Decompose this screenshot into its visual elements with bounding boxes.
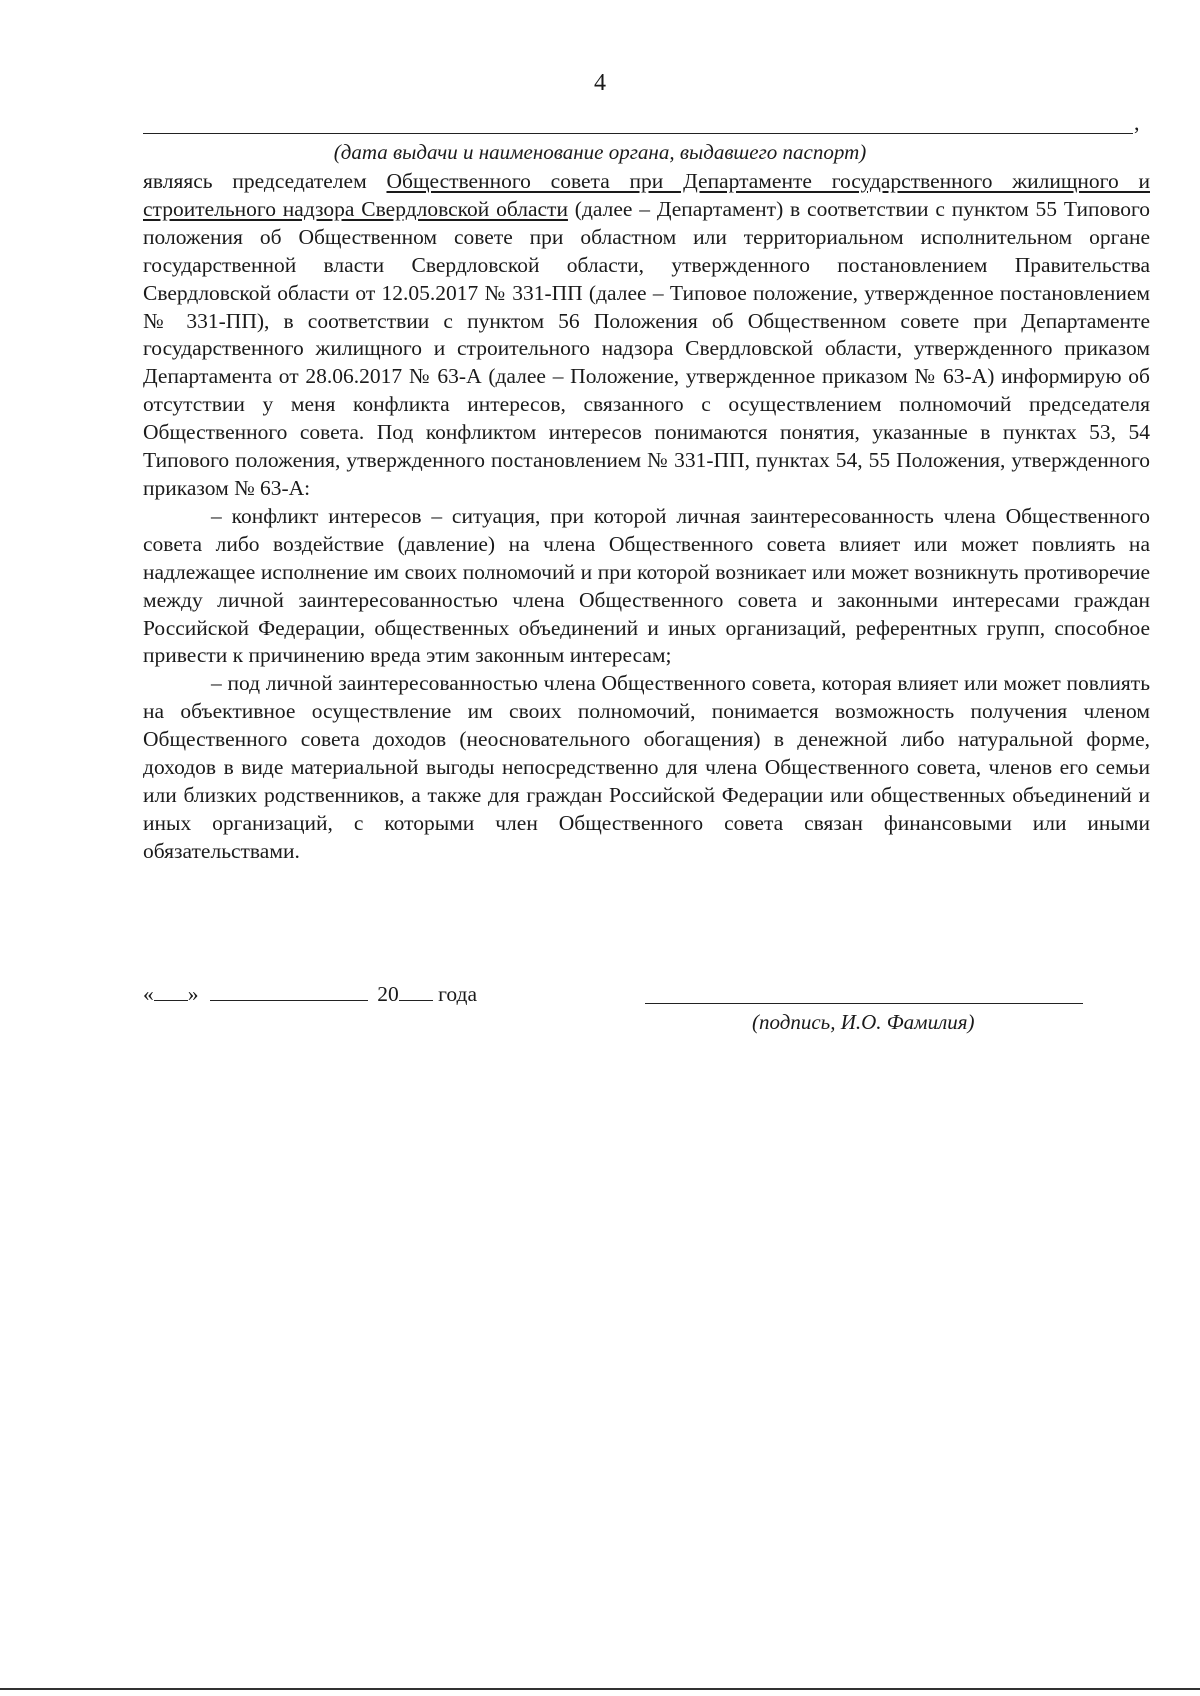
passport-details-line (143, 133, 1133, 134)
statement-body (143, 168, 1150, 866)
intro-paragraph (143, 168, 1150, 503)
passport-caption: (дата выдачи и наименование органа, выдавшего паспорт) (333, 140, 867, 164)
bottom-border (0, 1688, 1200, 1690)
definition-conflict-of-interest: – конфликт интересов – ситуация, при которой личная заинтересованность члена Общественного совета либо воздействие (давление) на члена Общественного совета влияет или может повлиять на надлежащее исполнение им своих полномочий и при которой возникает или может возникнуть противоречие между личной заинтересованностью члена Общественного совета и законными интересами граждан Российской Федерации, общественных объединений и иных организаций, референтных групп, способное привести к причинению вреда этим законным интересам; (143, 503, 1150, 668)
year-blank (399, 982, 433, 1001)
signature-caption: (подпись, И.О. Фамилия) (752, 1010, 975, 1034)
intro-prefix: являясь председателем (143, 169, 387, 193)
council-name: Общественного совета при Департаменте государственного жилищного и строительного надзора Свердловской области (143, 169, 1150, 221)
month-blank (210, 982, 368, 1001)
line-end-comma: , (1134, 110, 1140, 135)
date-close-quote: » (187, 982, 199, 1006)
date-open-quote: « (143, 982, 154, 1006)
century-label: 20 (377, 982, 399, 1006)
signature-line (645, 1003, 1083, 1004)
intro-text: (далее – Департамент) в соответствии с пунктом 55 Типового положения об Общественном совете при областном или территориальном исполнительном органе государственной власти Свердловской области, утвержденного постановлением Правительства Свердловской области от 12.05.2017 № 331-ПП (далее – Типовое положение, утвержденное постановлением № 331-ПП), в соответствии с пунктом 56 Положения об Общественном совете при Департаменте государственного жилищного и строительного надзора Свердловской области, утвержденного приказом Департамента от 28.06.2017 № 63-А (далее – Положение, утвержденное приказом № 63-А) информирую об отсутствии у меня конфликта интересов, связанного с осуществлением полномочий председателя Общественного совета. Под конфликтом интересов понимаются понятия, указанные в пунктах 53, 54 Типового положения, утвержденного постановлением № 331-ПП, пунктах 54, 55 Положения, утвержденного приказом № 63-А: (143, 196, 1150, 500)
day-blank (154, 982, 188, 1001)
date-line (143, 982, 477, 1007)
year-word: года (438, 982, 478, 1006)
definition-personal-interest: – под личной заинтересованностью члена Общественного совета, которая влияет или может повлиять на объективное осуществление им своих полномочий, понимается возможность получения членом Общественного совета доходов (неосновательного обогащения) в денежной либо натуральной форме, доходов в виде материальной выгоды непосредственно для члена Общественного совета, членов его семьи или близких родственников, а также для граждан Российской Федерации или общественных объединений и иных организаций, с которыми член Общественного совета связан финансовыми или иными обязательствами. (143, 671, 1150, 863)
page-number: 4 (594, 70, 606, 96)
